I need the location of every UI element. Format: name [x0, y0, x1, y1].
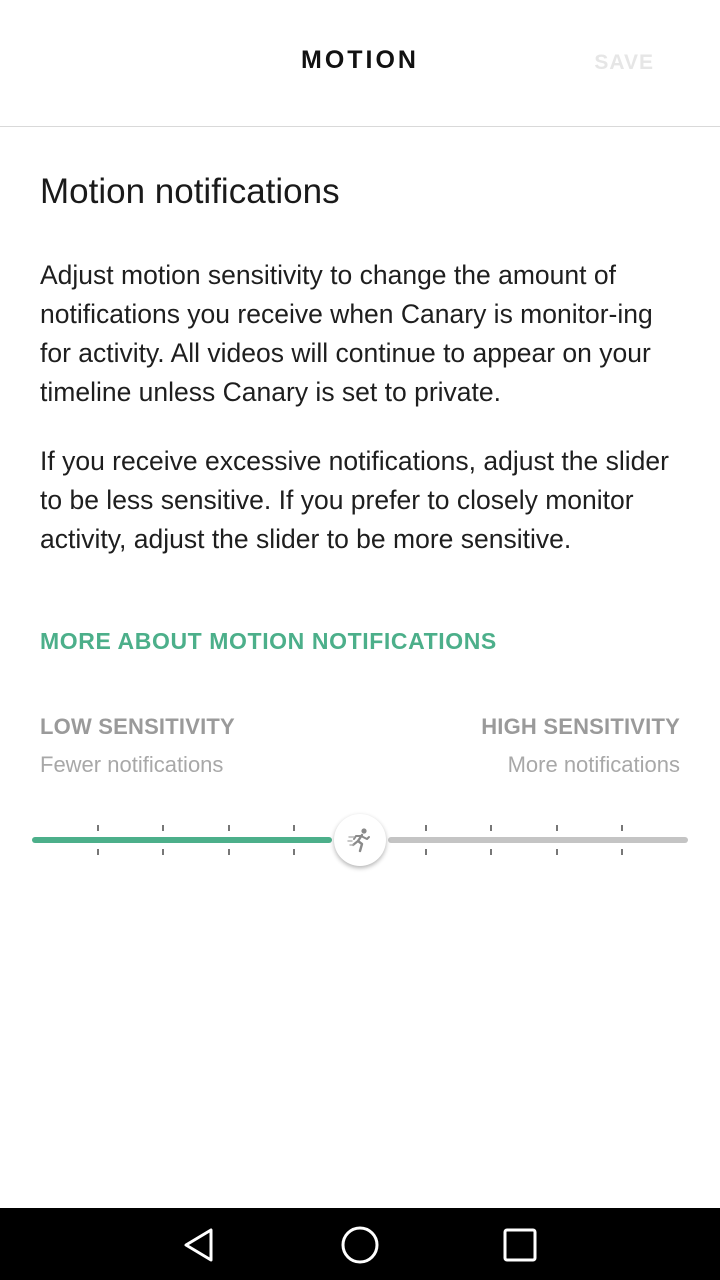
back-icon — [180, 1225, 220, 1265]
high-sensitivity-label-group — [481, 714, 680, 778]
slider-track-active — [32, 837, 332, 843]
high-sensitivity-label: HIGH SENSITIVITY — [481, 714, 680, 739]
recents-icon — [500, 1225, 540, 1265]
home-icon — [340, 1225, 380, 1265]
slider-tick — [556, 825, 558, 831]
back-button[interactable] — [177, 1222, 223, 1268]
slider-tick — [621, 849, 623, 855]
slider-tick — [425, 849, 427, 855]
sensitivity-slider[interactable] — [32, 812, 688, 868]
slider-tick — [293, 849, 295, 855]
slider-tick — [490, 825, 492, 831]
low-sensitivity-label: LOW SENSITIVITY — [40, 714, 235, 739]
section-title: Motion notifications — [40, 172, 340, 211]
system-navigation-bar — [0, 1208, 720, 1280]
description-paragraph-1: Adjust motion sensitivity to change the amount of notifications you receive when Canary is monitor-ing for activity. All videos will continue to appear on your timeline unless Canary is set to private. — [40, 260, 653, 407]
slider-tick — [162, 849, 164, 855]
slider-tick — [162, 825, 164, 831]
description-paragraph-2: If you receive excessive notifications, adjust the slider to be less sensitive. If you prefer to closely monitor activity, adjust the slider to be more sensitive. — [40, 446, 669, 554]
slider-tick — [425, 825, 427, 831]
running-person-icon — [346, 826, 374, 854]
slider-track-inactive — [388, 837, 688, 843]
low-sensitivity-label-group — [40, 714, 235, 778]
home-button[interactable] — [337, 1222, 383, 1268]
slider-tick — [228, 825, 230, 831]
slider-tick — [228, 849, 230, 855]
more-about-motion-link[interactable]: MORE ABOUT MOTION NOTIFICATIONS — [40, 628, 497, 654]
page-title: MOTION — [301, 46, 419, 74]
low-sensitivity-caption: Fewer notifications — [40, 752, 224, 777]
content — [40, 170, 680, 654]
save-button[interactable]: SAVE — [594, 51, 654, 74]
recents-button[interactable] — [497, 1222, 543, 1268]
slider-tick — [621, 825, 623, 831]
slider-tick — [490, 849, 492, 855]
slider-tick — [97, 825, 99, 831]
slider-thumb[interactable] — [334, 814, 386, 866]
slider-tick — [97, 849, 99, 855]
slider-tick — [556, 849, 558, 855]
app-bar — [0, 0, 720, 127]
slider-tick — [293, 825, 295, 831]
high-sensitivity-caption: More notifications — [507, 752, 680, 777]
